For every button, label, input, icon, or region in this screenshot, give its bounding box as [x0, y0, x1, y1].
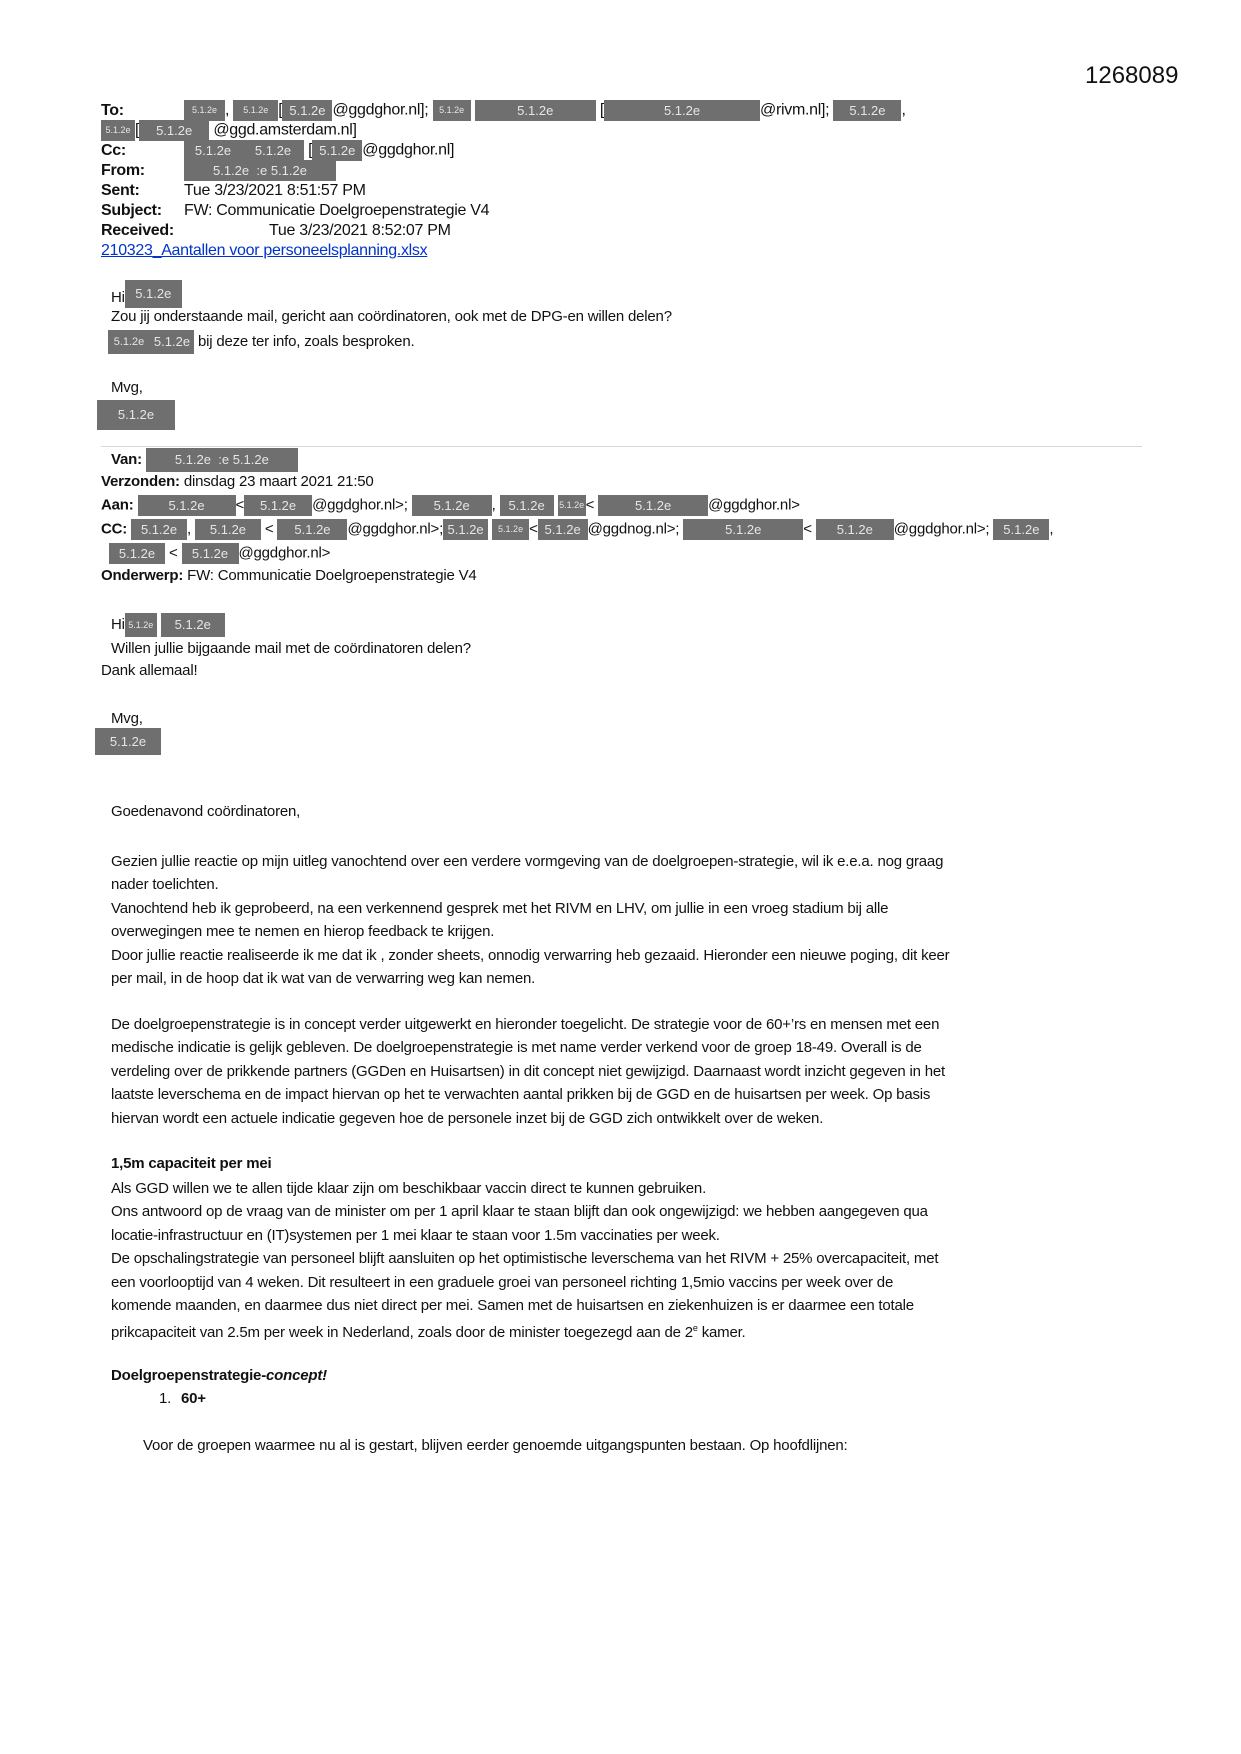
text-line: laatste leverschema en de impact hiervan op het te verwachten aantal prikken bij de GGD en de huisartsen per week. Op basis: [111, 1086, 931, 1104]
reply-signoff: Mvg,: [111, 379, 143, 396]
text: kamer.: [697, 1324, 746, 1342]
title-text: Doelgroepenstrategie-: [111, 1367, 266, 1384]
forward-line-1: Willen jullie bijgaande mail met de coördinatoren delen?: [111, 640, 471, 657]
cc-address: @ggdghor.nl>;: [893, 520, 990, 538]
cc-line-forward-2: 5.1.2e < 5.1.2e @ggdghor.nl>: [109, 543, 330, 564]
to-label: To:: [101, 101, 124, 119]
redaction: 5.1.2e: [598, 495, 708, 516]
text-line: hiervan wordt een actuele indicatie gegeven hoe de personele inzet bij de GGD zich ontwikkelt over de weken.: [111, 1109, 824, 1127]
redaction: 5.1.2e: [433, 100, 471, 121]
redaction: 5.1.2e: [108, 330, 150, 354]
cc-line-forward: CC: 5.1.2e , 5.1.2e < 5.1.2e @ggdghor.nl>; 5.1.2e 5.1.2e < 5.1.2e @ggdnog.nl>; 5.1.2e < 5.1.2e @ggdghor.nl>; 5.1.2e ,: [101, 519, 1053, 540]
redaction: 5.1.2e: [500, 495, 554, 516]
paragraph-3: [111, 1177, 938, 1345]
redaction: 5.1.2e: [492, 519, 529, 540]
forward-signoff: Mvg,: [111, 710, 143, 727]
cc-address: @ggdghor.nl>: [238, 544, 331, 562]
redaction-text: 5.1.2e: [213, 163, 250, 178]
subject-label: Subject:: [101, 202, 162, 219]
attachment-line: [101, 241, 427, 261]
aan-line: Aan: 5.1.2e < 5.1.2e @ggdghor.nl>; 5.1.2e , 5.1.2e 5.1.2e< 5.1.2e @ggdghor.nl>: [101, 495, 800, 516]
received-line: [101, 221, 451, 241]
forward-greeting: [111, 613, 225, 637]
text-line: per mail, in de hoop dat ik wat van de verwarring weg kan nemen.: [111, 970, 536, 988]
aan-address: @ggdghor.nl>;: [312, 496, 408, 514]
paragraph-2: [111, 1013, 945, 1130]
redaction: 5.1.2e: [604, 100, 760, 121]
list-item: [159, 1389, 206, 1409]
redaction: 5.1.2e: [475, 100, 596, 121]
from-line: [101, 160, 336, 181]
sent-label: Sent:: [101, 182, 140, 199]
text: prikcapaciteit van 2.5m per week in Nederland, zoals door de minister toegezegd aan de 2: [111, 1324, 693, 1342]
redaction: 5.1.2e: [101, 120, 135, 141]
verzonden-label: Verzonden:: [101, 473, 180, 490]
received-value: Tue 3/23/2021 8:52:07 PM: [269, 222, 451, 239]
text-line: een voorlooptijd van 4 weken. Dit resulteert in een graduele groei van personeel richting 1,5mio vaccins per week over de: [111, 1273, 894, 1291]
redaction: 5.1.2e: [683, 519, 803, 540]
redaction: 5.1.2e: [97, 400, 175, 430]
to-address: @ggd.amsterdam.nl]: [213, 121, 357, 139]
redaction: 5.1.2e: [833, 100, 901, 121]
redaction: 5.1.2e: [412, 495, 492, 516]
reply-line-2: [108, 330, 414, 354]
subject-value: FW: Communicatie Doelgroepenstrategie V4: [184, 202, 490, 219]
redaction: 5.1.2e: [125, 613, 157, 637]
onderwerp-value: FW: Communicatie Doelgroepenstrategie V4: [187, 567, 477, 584]
document-id: 1268089: [1085, 62, 1179, 89]
text-line: Gezien jullie reactie op mijn uitleg vanochtend over een verdere vormgeving van de doelgroepen-strategie, wil ik e.e.a. nog graag: [111, 853, 944, 870]
subject-line: [101, 201, 489, 221]
paragraph-4: Voor de groepen waarmee nu al is gestart, blijven eerder genoemde uitgangspunten bestaan. Op hoofdlijnen:: [143, 1437, 848, 1454]
cc-label: CC:: [101, 520, 128, 538]
redaction: 5.1.2e: [139, 120, 209, 141]
aan-address: @ggdghor.nl>: [708, 496, 800, 514]
redaction-text: 5.1.2e: [270, 163, 307, 178]
text-line: De doelgroepenstrategie is in concept verder uitgewerkt en hieronder toegelicht. De strategie voor de 60+’rs en mensen met een: [111, 1016, 940, 1033]
redaction: 5.1.2e: [277, 519, 347, 540]
onderwerp-line: [101, 566, 477, 586]
redaction-text: 5.1.2e: [232, 452, 269, 467]
superscript: e: [692, 1323, 698, 1334]
section-title-strategy: [111, 1366, 327, 1386]
cc-address: @ggdghor.nl>;: [347, 520, 444, 538]
verzonden-line: [101, 472, 374, 492]
text-line: Door jullie reactie realiseerde ik me dat ik , zonder sheets, onnodig verwarring heb gezaaid. Hieronder een nieuwe poging, dit keer: [111, 946, 950, 964]
van-label: Van:: [111, 450, 142, 468]
redaction: 5.1.2e: [138, 495, 236, 516]
redaction: 5.1.2e: [233, 100, 278, 121]
redaction: 5.1.2e: [443, 519, 488, 540]
aan-label: Aan:: [101, 496, 134, 514]
cc-label: Cc:: [101, 141, 126, 159]
forward-signature: [95, 728, 161, 755]
redaction: 5.1.2e :e 5.1.2e: [184, 160, 336, 181]
text-line: locatie-infrastructuur en (IT)systemen per 1 mei klaar te staan voor 1.5m vaccinaties per week.: [111, 1226, 720, 1244]
divider: [101, 446, 1142, 447]
text-line: verdeling over de prikkende partners (GGDen en Huisartsen) in dit concept niet gewijzigd. Daarnaast wordt inzicht gegeven in het: [111, 1062, 946, 1080]
forward-line-2: Dank allemaal!: [101, 662, 198, 679]
paragraph-1: [111, 850, 949, 990]
redaction: 5.1.2e: [109, 543, 165, 564]
redaction: 5.1.2e: [184, 100, 225, 121]
text-line: De opschalingstrategie van personeel blijft aansluiten op het optimistische leverschema van het RIVM + 25% overcapaciteit, met: [111, 1250, 939, 1268]
text-line: overwegingen mee te nemen en hierop feedback te krijgen.: [111, 923, 495, 941]
van-line: [111, 448, 298, 472]
redaction: 5.1.2e: [131, 519, 187, 540]
greeting-text: Hi: [111, 615, 125, 633]
onderwerp-label: Onderwerp:: [101, 567, 184, 584]
redaction: 5.1.2e: [95, 728, 161, 755]
text-line: Ons antwoord op de vraag van de minister om per 1 april klaar te staan blijft dan ook ongewijzigd: we hebben aangegeven qua: [111, 1203, 928, 1221]
redaction: 5.1.2e: [312, 140, 362, 161]
greeting-text: Hi: [111, 289, 125, 306]
redaction: 5.1.2e: [182, 543, 239, 564]
redaction: 5.1.2e :e 5.1.2e: [146, 448, 298, 472]
redaction: 5.1.2e: [538, 519, 588, 540]
to-line: To: 5.1.2e , 5.1.2e [ 5.1.2e @ggdghor.nl]; 5.1.2e 5.1.2e [ 5.1.2e @rivm.nl]; 5.1.2e ,: [101, 100, 906, 121]
cc-line: Cc: 5.1.2e 5.1.2e [ 5.1.2e @ggdghor.nl]: [101, 140, 454, 161]
from-label: From:: [101, 161, 145, 179]
sent-value: Tue 3/23/2021 8:51:57 PM: [184, 182, 366, 199]
text-line: komende maanden, en daarmee dus niet direct per mei. Samen met de huisartsen en ziekenhuizen is er daarmee een totale: [111, 1297, 914, 1315]
to-address: @rivm.nl];: [760, 101, 830, 119]
redaction: 5.1.2e: [195, 519, 261, 540]
redaction: 5.1.2e: [244, 495, 312, 516]
cc-address: @ggdghor.nl]: [362, 141, 455, 159]
received-label: Received:: [101, 222, 174, 239]
section-title-capacity: 1,5m capaciteit per mei: [111, 1155, 272, 1172]
salutation: Goedenavond coördinatoren,: [111, 803, 301, 820]
attachment-link[interactable]: 210323_Aantallen voor personeelsplanning.xlsx: [101, 242, 428, 259]
reply-greeting: [111, 280, 182, 308]
redaction: 5.1.2e: [816, 519, 894, 540]
text-line: Vanochtend heb ik geprobeerd, na een verkennend gesprek met het RIVM en LHV, om jullie in een vroeg stadium bij alle: [111, 899, 889, 917]
redaction: 5.1.2e: [161, 613, 225, 637]
text-line: nader toelichten.: [111, 876, 219, 894]
reply-text: bij deze ter info, zoals besproken.: [197, 332, 415, 350]
redaction: 5.1.2e: [558, 495, 586, 516]
reply-signature: [97, 400, 175, 430]
title-italic: concept!: [266, 1367, 327, 1384]
reply-line-1: Zou jij onderstaande mail, gericht aan coördinatoren, ook met de DPG-en willen delen?: [111, 308, 672, 325]
list-number: 1.: [159, 1390, 172, 1407]
redaction: 5.1.2e: [242, 140, 304, 161]
redaction: 5.1.2e: [184, 140, 242, 161]
redaction: 5.1.2e: [125, 280, 182, 308]
text-line: medische indicatie is gelijk gebleven. De doelgroepenstrategie is met name verder verkend voor de groep 18-49. Overall is de: [111, 1039, 922, 1057]
redaction: 5.1.2e: [150, 330, 194, 354]
sent-line: [101, 181, 366, 201]
verzonden-value: dinsdag 23 maart 2021 21:50: [183, 473, 374, 490]
list-item-text: 60+: [181, 1390, 206, 1407]
text-line: Als GGD willen we te allen tijde klaar zijn om beschikbaar vaccin direct te kunnen gebruiken.: [111, 1180, 707, 1197]
cc-address: @ggdnog.nl>;: [587, 520, 680, 538]
redaction: 5.1.2e: [993, 519, 1049, 540]
to-line-2: 5.1.2e [ 5.1.2e @ggd.amsterdam.nl]: [101, 120, 357, 141]
redaction: 5.1.2e: [282, 100, 332, 121]
redaction-text: 5.1.2e: [174, 452, 212, 467]
text-line: [111, 1317, 938, 1344]
to-address: @ggdghor.nl];: [332, 101, 429, 119]
